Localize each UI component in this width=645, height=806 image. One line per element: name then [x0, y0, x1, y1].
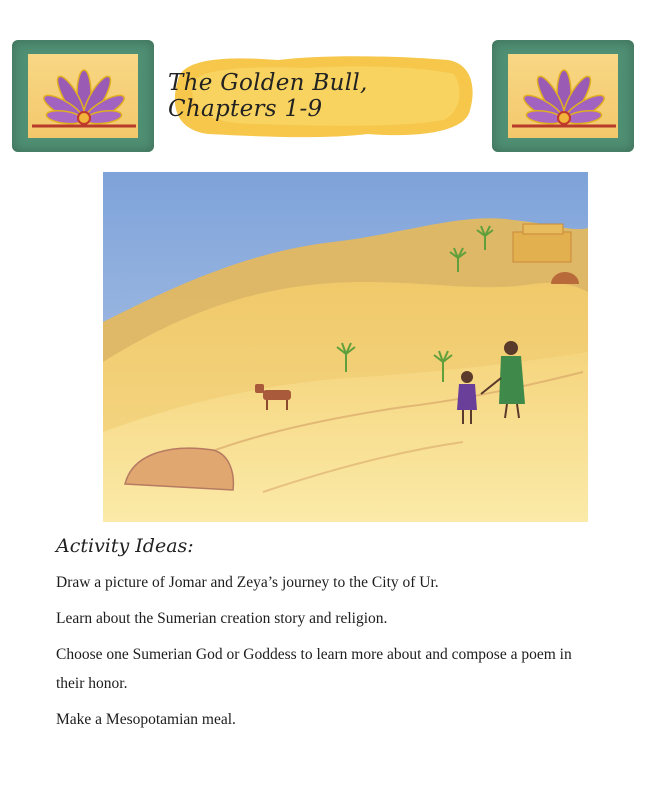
page-title: The Golden Bull, Chapters 1-9	[168, 70, 368, 122]
activity-heading: Activity Ideas:	[56, 535, 194, 557]
title-banner	[168, 50, 478, 142]
activity-item: Choose one Sumerian God or Goddess to learn more about and compose a poem in their honor.	[56, 646, 572, 692]
desert-journey-illustration	[103, 172, 588, 522]
activity-item: Draw a picture of Jomar and Zeya’s journey to the City of Ur.	[56, 574, 439, 591]
activity-item: Make a Mesopotamian meal.	[56, 711, 236, 728]
flower-icon	[12, 40, 154, 152]
activity-item: Learn about the Sumerian creation story and religion.	[56, 610, 388, 627]
activity-list	[56, 568, 596, 741]
right-flower-frame	[492, 40, 634, 152]
left-flower-frame	[12, 40, 154, 152]
flower-icon	[492, 40, 634, 152]
